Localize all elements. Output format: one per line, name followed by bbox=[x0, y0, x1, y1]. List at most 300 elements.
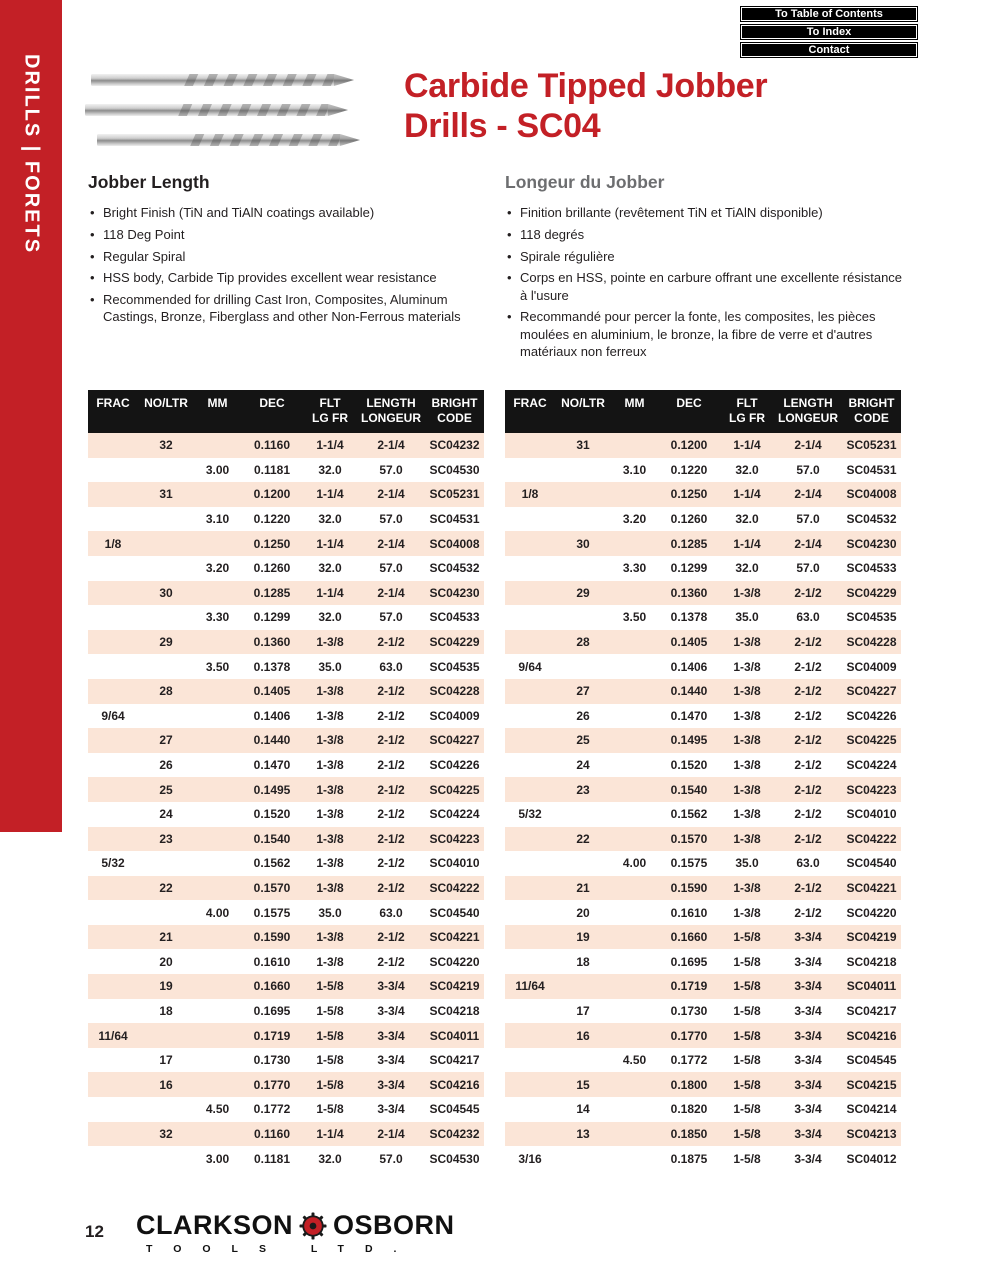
table-cell bbox=[138, 1146, 194, 1171]
table-cell: SC04224 bbox=[846, 758, 897, 773]
column-header: BRIGHT CODE bbox=[842, 390, 901, 433]
bullet-item: • Corps en HSS, pointe en carbure offrant une excellente résistance à l'usure bbox=[505, 269, 909, 304]
table-cell: 0.1405 bbox=[241, 679, 303, 704]
table-row bbox=[88, 851, 484, 876]
table-cell: SC04010 bbox=[429, 856, 480, 871]
table-cell: SC04228 bbox=[842, 630, 901, 655]
table-cell bbox=[138, 654, 194, 679]
table-cell: 32.0 bbox=[318, 462, 342, 477]
table-cell bbox=[611, 654, 658, 679]
table-cell: 1-3/8 bbox=[720, 630, 774, 655]
table-cell: 0.1575 bbox=[253, 905, 291, 920]
table-cell: 0.1406 bbox=[253, 708, 291, 723]
table-cell bbox=[138, 458, 194, 483]
table-cell: 1-3/8 bbox=[316, 856, 344, 871]
column-header: FRAC bbox=[505, 390, 555, 433]
table-cell bbox=[194, 482, 241, 507]
table-row bbox=[88, 1122, 484, 1147]
table-cell: 28 bbox=[138, 679, 194, 704]
table-cell: 0.1570 bbox=[658, 827, 720, 852]
table-cell: 1-5/8 bbox=[316, 1102, 344, 1117]
table-cell: 3-3/4 bbox=[377, 1003, 405, 1018]
table-row bbox=[88, 802, 484, 827]
table-cell: 0.1470 bbox=[670, 708, 708, 723]
company-logo bbox=[136, 1210, 455, 1255]
table-cell bbox=[88, 1146, 138, 1171]
table-cell bbox=[611, 531, 658, 556]
table-cell bbox=[194, 1023, 241, 1048]
table-cell bbox=[194, 1048, 241, 1073]
table-cell bbox=[611, 679, 658, 704]
table-cell: SC04219 bbox=[842, 925, 901, 950]
table-cell: 0.1730 bbox=[670, 1003, 708, 1018]
table-cell: 3-3/4 bbox=[794, 954, 822, 969]
table-row bbox=[88, 507, 484, 532]
table-cell: 57.0 bbox=[796, 561, 820, 576]
table-row bbox=[505, 753, 901, 778]
table-cell bbox=[555, 556, 611, 581]
table-cell: 26 bbox=[576, 708, 590, 723]
table-cell bbox=[611, 704, 658, 729]
table-cell bbox=[505, 433, 555, 458]
table-cell: 0.1660 bbox=[241, 974, 303, 999]
bullet-item: • Finition brillante (revêtement TiN et TiAlN disponible) bbox=[505, 204, 909, 221]
table-cell bbox=[505, 925, 555, 950]
table-cell: SC04218 bbox=[846, 954, 897, 969]
nav-table-of-contents-button[interactable]: To Table of Contents bbox=[740, 6, 918, 22]
table-cell bbox=[611, 827, 658, 852]
table-cell bbox=[194, 851, 241, 876]
table-cell: 1-1/4 bbox=[303, 433, 357, 458]
table-cell: 1-5/8 bbox=[733, 954, 761, 969]
table-body bbox=[505, 433, 901, 1171]
table-cell bbox=[611, 1023, 658, 1048]
table-cell: SC04008 bbox=[425, 531, 484, 556]
table-cell: 1-5/8 bbox=[303, 1072, 357, 1097]
table-cell bbox=[555, 482, 611, 507]
table-cell bbox=[194, 777, 241, 802]
table-row bbox=[505, 728, 901, 753]
table-cell: 2-1/2 bbox=[377, 856, 405, 871]
table-cell bbox=[555, 654, 611, 679]
table-cell: 0.1220 bbox=[253, 512, 291, 527]
table-cell: 1-3/8 bbox=[303, 827, 357, 852]
bullet-list-fr bbox=[505, 204, 909, 360]
table-cell bbox=[505, 1122, 555, 1147]
table-cell bbox=[138, 556, 194, 581]
table-cell: 63.0 bbox=[379, 905, 403, 920]
table-cell bbox=[505, 900, 555, 925]
table-cell: 1-3/8 bbox=[303, 728, 357, 753]
table-cell: 2-1/2 bbox=[794, 708, 822, 723]
table-cell: 26 bbox=[159, 758, 173, 773]
table-cell: 3-3/4 bbox=[774, 1122, 842, 1147]
table-cell: 23 bbox=[138, 827, 194, 852]
table-cell: 1-3/8 bbox=[316, 708, 344, 723]
table-cell bbox=[505, 949, 555, 974]
table-cell: SC04216 bbox=[425, 1072, 484, 1097]
table-cell: 0.1220 bbox=[670, 462, 708, 477]
bullet-item: • 118 Deg Point bbox=[88, 226, 480, 243]
table-row bbox=[88, 974, 484, 999]
table-cell bbox=[505, 605, 555, 630]
table-cell: 0.1200 bbox=[658, 433, 720, 458]
drill-bits-photo bbox=[85, 58, 375, 168]
table-row bbox=[88, 1146, 484, 1171]
table-cell: SC04226 bbox=[429, 758, 480, 773]
drill-bits-illustration bbox=[85, 58, 375, 168]
table-cell bbox=[194, 753, 241, 778]
table-cell bbox=[194, 949, 241, 974]
table-cell: SC04532 bbox=[429, 561, 480, 576]
table-cell: 24 bbox=[576, 758, 590, 773]
table-cell: 1-5/8 bbox=[733, 1003, 761, 1018]
table-cell bbox=[194, 581, 241, 606]
table-cell: 20 bbox=[576, 905, 590, 920]
table-cell: 1-5/8 bbox=[733, 1102, 761, 1117]
logo-subtitle: TOOLS LTD. bbox=[146, 1243, 418, 1255]
table-cell: SC04216 bbox=[842, 1023, 901, 1048]
table-cell: 0.1250 bbox=[241, 531, 303, 556]
table-cell: 32.0 bbox=[318, 610, 342, 625]
table-body bbox=[88, 433, 484, 1171]
page-number: 12 bbox=[85, 1222, 104, 1241]
table-cell: SC04232 bbox=[425, 1122, 484, 1147]
table-cell: 3.50 bbox=[622, 610, 647, 625]
table-cell: SC04012 bbox=[846, 1151, 897, 1166]
table-cell bbox=[88, 1097, 138, 1122]
table-cell bbox=[505, 728, 555, 753]
table-cell: 0.1260 bbox=[670, 512, 708, 527]
table-cell: 30 bbox=[138, 581, 194, 606]
table-cell: 1-3/8 bbox=[303, 777, 357, 802]
table-cell: 1-1/4 bbox=[720, 433, 774, 458]
table-row bbox=[88, 827, 484, 852]
table-cell: SC04221 bbox=[842, 876, 901, 901]
table-cell bbox=[88, 1122, 138, 1147]
table-cell: 35.0 bbox=[735, 610, 759, 625]
table-row bbox=[88, 654, 484, 679]
spec-table-right bbox=[505, 390, 901, 1171]
table-cell: SC04531 bbox=[846, 462, 897, 477]
table-cell: 1-3/8 bbox=[303, 679, 357, 704]
table-cell bbox=[194, 999, 241, 1024]
table-cell: 18 bbox=[576, 954, 590, 969]
table-cell: 0.1719 bbox=[658, 974, 720, 999]
page-title bbox=[404, 66, 767, 146]
table-cell: SC04228 bbox=[425, 679, 484, 704]
table-cell: 2-1/2 bbox=[794, 758, 822, 773]
table-cell: 3.20 bbox=[205, 561, 230, 576]
table-row bbox=[505, 654, 901, 679]
table-cell: 0.1570 bbox=[241, 876, 303, 901]
table-cell bbox=[88, 827, 138, 852]
table-row bbox=[505, 433, 901, 458]
table-cell bbox=[138, 531, 194, 556]
table-cell: 0.1285 bbox=[241, 581, 303, 606]
table-cell: 1-5/8 bbox=[316, 1003, 344, 1018]
bullet-item: • Recommended for drilling Cast Iron, Composites, Aluminum Castings, Bronze, Fiberglass and other Non-Ferrous materials bbox=[88, 291, 480, 326]
table-cell: 0.1360 bbox=[658, 581, 720, 606]
table-row bbox=[88, 531, 484, 556]
table-cell: 0.1200 bbox=[241, 482, 303, 507]
table-row bbox=[505, 876, 901, 901]
table-cell: SC04227 bbox=[842, 679, 901, 704]
table-cell: 21 bbox=[555, 876, 611, 901]
table-cell bbox=[194, 802, 241, 827]
table-cell bbox=[194, 1122, 241, 1147]
table-cell: 0.1540 bbox=[241, 827, 303, 852]
table-cell bbox=[555, 1048, 611, 1073]
table-cell: 57.0 bbox=[796, 512, 820, 527]
table-cell: 2-1/4 bbox=[357, 482, 425, 507]
table-cell bbox=[611, 925, 658, 950]
table-cell bbox=[138, 900, 194, 925]
table-cell: 2-1/4 bbox=[774, 433, 842, 458]
column-header: NO/LTR bbox=[138, 390, 194, 433]
table-cell: 1-1/4 bbox=[303, 581, 357, 606]
table-cell bbox=[88, 949, 138, 974]
table-cell: SC04215 bbox=[842, 1072, 901, 1097]
table-cell: 0.1770 bbox=[241, 1072, 303, 1097]
table-cell: SC04009 bbox=[846, 659, 897, 674]
table-cell: 4.50 bbox=[205, 1102, 230, 1117]
table-cell: SC04223 bbox=[842, 777, 901, 802]
table-cell: 1/8 bbox=[505, 482, 555, 507]
table-cell bbox=[611, 630, 658, 655]
table-cell: SC04217 bbox=[429, 1053, 480, 1068]
table-cell: 28 bbox=[555, 630, 611, 655]
table-cell bbox=[505, 753, 555, 778]
table-cell: 0.1820 bbox=[670, 1102, 708, 1117]
table-row bbox=[505, 777, 901, 802]
table-cell: 2-1/2 bbox=[794, 807, 822, 822]
table-cell bbox=[88, 728, 138, 753]
table-cell bbox=[138, 605, 194, 630]
table-cell: SC04219 bbox=[425, 974, 484, 999]
page-title-line-1: Carbide Tipped Jobber bbox=[404, 67, 768, 105]
table-cell: 3-3/4 bbox=[794, 1003, 822, 1018]
table-cell: 1-3/8 bbox=[733, 807, 761, 822]
table-row bbox=[88, 433, 484, 458]
bullet-item: • Bright Finish (TiN and TiAlN coatings available) bbox=[88, 204, 480, 221]
table-cell: 21 bbox=[138, 925, 194, 950]
table-cell: 3.50 bbox=[205, 659, 230, 674]
section-jobber-length-fr bbox=[505, 172, 909, 365]
table-cell: 2-1/2 bbox=[774, 876, 842, 901]
table-row bbox=[505, 482, 901, 507]
table-cell: SC04218 bbox=[429, 1003, 480, 1018]
column-header: DEC bbox=[658, 390, 720, 433]
table-row bbox=[505, 679, 901, 704]
spec-table-left bbox=[88, 390, 484, 1171]
logo-text-clarkson: CLARKSON bbox=[136, 1210, 293, 1240]
table-cell: 2-1/2 bbox=[377, 708, 405, 723]
table-cell bbox=[505, 851, 555, 876]
table-cell: 1-3/8 bbox=[303, 925, 357, 950]
table-cell: 1-3/8 bbox=[733, 659, 761, 674]
section-heading-en: Jobber Length bbox=[88, 172, 210, 192]
table-cell: 3-3/4 bbox=[774, 974, 842, 999]
table-cell bbox=[194, 679, 241, 704]
table-cell bbox=[611, 949, 658, 974]
table-header bbox=[88, 390, 484, 433]
table-cell: 0.1520 bbox=[253, 807, 291, 822]
table-cell: 3-3/4 bbox=[794, 1053, 822, 1068]
table-cell bbox=[505, 827, 555, 852]
table-cell bbox=[138, 1023, 194, 1048]
table-row bbox=[88, 1072, 484, 1097]
table-cell bbox=[505, 531, 555, 556]
table-cell: SC04225 bbox=[425, 777, 484, 802]
bullet-item: • Recommandé pour percer la fonte, les composites, les pièces moulées en aluminium, le bronze, la fibre de verre et d'autres matériaux non ferreux bbox=[505, 308, 909, 360]
table-cell: 2-1/2 bbox=[357, 679, 425, 704]
table-cell: 17 bbox=[576, 1003, 590, 1018]
table-cell: 57.0 bbox=[379, 1151, 403, 1166]
table-cell: 0.1181 bbox=[253, 462, 291, 477]
table-cell: 9/64 bbox=[101, 708, 125, 723]
table-cell bbox=[505, 777, 555, 802]
table-cell: 3-3/4 bbox=[774, 925, 842, 950]
table-cell bbox=[611, 999, 658, 1024]
table-cell bbox=[88, 482, 138, 507]
table-cell: 35.0 bbox=[318, 659, 342, 674]
table-cell: 2-1/4 bbox=[357, 1122, 425, 1147]
table-cell: 0.1772 bbox=[253, 1102, 291, 1117]
table-cell: 3.10 bbox=[622, 462, 647, 477]
table-cell: 3/16 bbox=[518, 1151, 542, 1166]
table-cell: SC04230 bbox=[842, 531, 901, 556]
table-cell: 63.0 bbox=[796, 610, 820, 625]
table-cell: 0.1575 bbox=[670, 856, 708, 871]
table-cell bbox=[611, 876, 658, 901]
table-cell: 3.30 bbox=[622, 561, 647, 576]
table-cell: 0.1610 bbox=[253, 954, 291, 969]
table-cell: 14 bbox=[576, 1102, 590, 1117]
table-cell: 3-3/4 bbox=[357, 974, 425, 999]
table-cell bbox=[505, 458, 555, 483]
table-cell: 1-1/4 bbox=[303, 482, 357, 507]
table-header-row bbox=[505, 390, 901, 433]
table-cell: 0.1160 bbox=[241, 1122, 303, 1147]
column-header: NO/LTR bbox=[555, 390, 611, 433]
table-cell: 0.1660 bbox=[658, 925, 720, 950]
table-cell bbox=[194, 728, 241, 753]
table-row bbox=[88, 999, 484, 1024]
table-cell: 3-3/4 bbox=[357, 1072, 425, 1097]
table-cell: 23 bbox=[555, 777, 611, 802]
table-row bbox=[505, 704, 901, 729]
table-cell: 25 bbox=[138, 777, 194, 802]
table-cell: 0.1470 bbox=[253, 758, 291, 773]
table-cell: 63.0 bbox=[796, 856, 820, 871]
table-cell bbox=[611, 777, 658, 802]
table-cell bbox=[88, 1072, 138, 1097]
table-cell bbox=[505, 876, 555, 901]
table-cell: 1-3/8 bbox=[303, 876, 357, 901]
table-cell bbox=[611, 753, 658, 778]
table-cell: 0.1378 bbox=[670, 610, 708, 625]
nav-contact-button[interactable]: Contact bbox=[740, 42, 918, 58]
table-row bbox=[88, 777, 484, 802]
table-row bbox=[88, 1048, 484, 1073]
table-row bbox=[505, 458, 901, 483]
table-cell: 0.1772 bbox=[670, 1053, 708, 1068]
table-cell: 2-1/2 bbox=[377, 807, 405, 822]
table-cell bbox=[138, 1097, 194, 1122]
table-row bbox=[505, 851, 901, 876]
table-cell: SC04540 bbox=[846, 856, 897, 871]
table-cell: 2-1/2 bbox=[794, 905, 822, 920]
table-cell bbox=[505, 507, 555, 532]
table-cell: 19 bbox=[138, 974, 194, 999]
table-cell bbox=[611, 1072, 658, 1097]
table-cell: 2-1/4 bbox=[357, 531, 425, 556]
table-cell: 27 bbox=[555, 679, 611, 704]
table-row bbox=[505, 630, 901, 655]
table-cell: SC04222 bbox=[425, 876, 484, 901]
table-cell bbox=[505, 679, 555, 704]
table-cell bbox=[88, 999, 138, 1024]
table-cell: 0.1695 bbox=[253, 1003, 291, 1018]
table-cell: SC04229 bbox=[842, 581, 901, 606]
table-cell: SC04222 bbox=[842, 827, 901, 852]
table-cell: SC04533 bbox=[429, 610, 480, 625]
table-cell: SC04535 bbox=[429, 659, 480, 674]
table-cell: 1-5/8 bbox=[733, 1151, 761, 1166]
table-cell: 1-5/8 bbox=[720, 974, 774, 999]
table-row bbox=[505, 1072, 901, 1097]
table-row bbox=[505, 949, 901, 974]
table-cell: 0.1440 bbox=[658, 679, 720, 704]
table-cell bbox=[88, 433, 138, 458]
table-cell: 0.1160 bbox=[241, 433, 303, 458]
column-header: FLT LG FR bbox=[720, 390, 774, 433]
table-cell: 1-1/4 bbox=[303, 1122, 357, 1147]
table-cell: 35.0 bbox=[318, 905, 342, 920]
table-cell: 30 bbox=[555, 531, 611, 556]
table-cell: 29 bbox=[555, 581, 611, 606]
table-cell: SC04530 bbox=[429, 1151, 480, 1166]
table-cell: 2-1/4 bbox=[357, 581, 425, 606]
table-cell bbox=[505, 999, 555, 1024]
table-cell: SC04545 bbox=[429, 1102, 480, 1117]
table-cell bbox=[505, 630, 555, 655]
table-row bbox=[88, 728, 484, 753]
table-cell: SC05231 bbox=[842, 433, 901, 458]
section-heading-fr: Longeur du Jobber bbox=[505, 172, 665, 192]
table-cell: 2-1/2 bbox=[357, 876, 425, 901]
table-cell: 3-3/4 bbox=[377, 1102, 405, 1117]
column-header: LENGTH LONGEUR bbox=[774, 390, 842, 433]
table-cell: SC04214 bbox=[846, 1102, 897, 1117]
nav-index-button[interactable]: To Index bbox=[740, 24, 918, 40]
table-row bbox=[88, 753, 484, 778]
table-cell: 1-1/4 bbox=[303, 531, 357, 556]
table-cell bbox=[88, 974, 138, 999]
table-cell: 3-3/4 bbox=[357, 1023, 425, 1048]
spec-table-left-table bbox=[88, 390, 484, 1171]
table-cell bbox=[138, 507, 194, 532]
table-cell: 0.1695 bbox=[670, 954, 708, 969]
table-cell: 1-3/8 bbox=[316, 758, 344, 773]
table-cell: 2-1/2 bbox=[357, 728, 425, 753]
table-cell: 0.1181 bbox=[253, 1151, 291, 1166]
bullet-item: • Regular Spiral bbox=[88, 248, 480, 265]
table-cell: 1-3/8 bbox=[720, 777, 774, 802]
bullet-item: • 118 degrés bbox=[505, 226, 909, 243]
table-cell: 32.0 bbox=[318, 561, 342, 576]
